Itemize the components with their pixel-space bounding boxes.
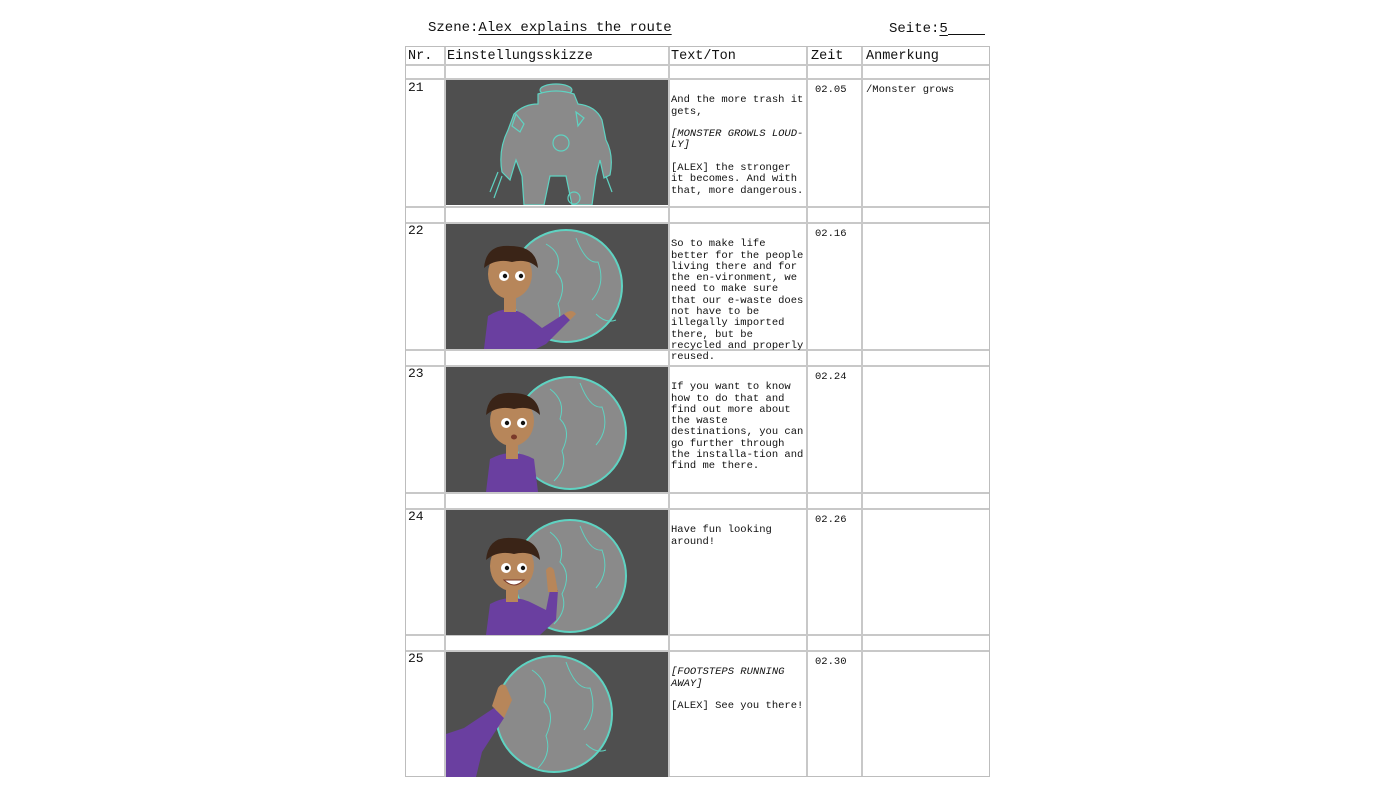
column-header-note: Anmerkung (866, 49, 939, 64)
dialog-line: Have fun looking around! (671, 524, 772, 548)
shot-text (671, 84, 805, 208)
shot-time: 02.05 (815, 84, 847, 96)
sound-cue: [MONSTER GROWLS LOUD-LY] (671, 128, 804, 152)
shot-time: 02.30 (815, 656, 847, 668)
column-header-text: Text/Ton (671, 49, 736, 64)
dialog-line: [ALEX] the stronger it becomes. And with that, more dangerous. (671, 162, 804, 197)
alex-globe-talking-icon (446, 367, 668, 492)
divider (406, 64, 989, 66)
column-header-nr: Nr. (408, 49, 433, 64)
sketch-frame (446, 80, 668, 205)
scene-header (428, 20, 672, 36)
divider (861, 47, 863, 776)
shot-time: 02.16 (815, 228, 847, 240)
storyboard-table (405, 46, 990, 777)
sketch-frame (446, 510, 668, 635)
shot-number: 21 (408, 80, 424, 95)
column-header-time: Zeit (811, 49, 844, 64)
scene-label: Szene: (428, 20, 479, 36)
sound-cue: [FOOTSTEPS RUNNING AWAY] (671, 666, 785, 690)
dialog-line: [ALEX] See you there! (671, 700, 804, 713)
page-number: 5 (939, 21, 948, 37)
divider (668, 47, 670, 776)
shot-note: /Monster grows (866, 84, 955, 96)
alex-globe-pointing-icon (446, 224, 668, 349)
shot-text (671, 656, 805, 724)
scene-title: Alex explains the route (478, 20, 672, 36)
divider (406, 492, 989, 494)
shot-number: 24 (408, 509, 424, 524)
shot-text (671, 228, 805, 375)
column-header-sketch: Einstellungsskizze (447, 49, 593, 64)
page-header (889, 20, 985, 37)
shot-number: 25 (408, 651, 424, 666)
page-blank-line (948, 20, 985, 35)
page-label: Seite: (889, 21, 940, 37)
dialog-line: And the more trash it gets, (671, 94, 804, 118)
dialog-line: So to make life better for the people living there and for the en-vironment, we need to make sure that our e-waste does not have to be illegally imported there, but be recycled and properly reused. (671, 238, 804, 364)
sketch-frame (446, 367, 668, 492)
monster-silhouette-icon (446, 80, 668, 205)
sketch-frame (446, 652, 668, 777)
shot-time: 02.24 (815, 371, 847, 383)
hand-waving-globe-icon (446, 652, 668, 777)
shot-number: 22 (408, 223, 424, 238)
shot-text (671, 371, 805, 484)
shot-text (671, 514, 805, 559)
shot-number: 23 (408, 366, 424, 381)
divider (806, 47, 808, 776)
dialog-line: If you want to know how to do that and find out more about the waste destinations, you can go further through the installa-tion and find me there. (671, 381, 804, 473)
alex-globe-waving-icon (446, 510, 668, 635)
sketch-frame (446, 224, 668, 349)
shot-time: 02.26 (815, 514, 847, 526)
